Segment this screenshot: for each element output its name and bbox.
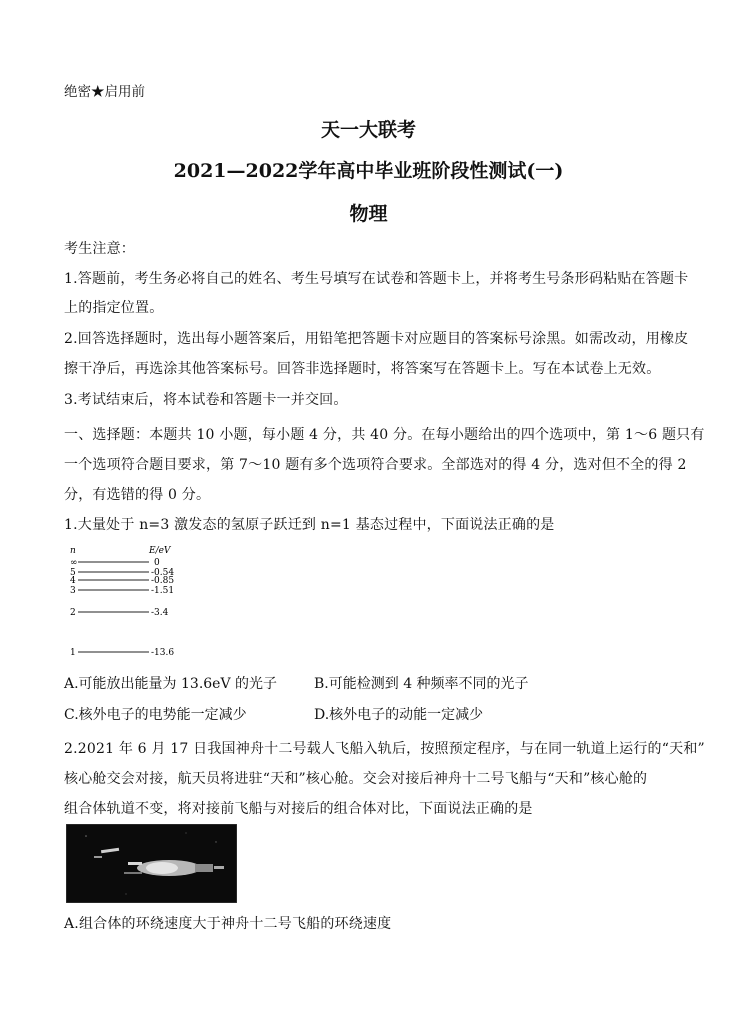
- notice-item-2-line-2: 擦干净后，再选涂其他答案标号。回答非选择题时，将答案写在答题卡上。写在本试卷上无效。: [64, 361, 661, 377]
- notice-item-2-line-1: 2.回答选择题时，选出每小题答案后，用铅笔把答题卡对应题目的答案标号涂黑。如需改动，用橡皮: [64, 331, 689, 347]
- question-2-option-a: A.组合体的环绕速度大于神舟十二号飞船的环绕速度: [64, 916, 392, 932]
- level-energy: -0.54: [151, 568, 175, 578]
- energy-level-diagram: [66, 543, 196, 660]
- diagram-e-header: E/eV: [149, 546, 171, 556]
- section-1-line-3: 分，有选错的得 0 分。: [64, 487, 211, 503]
- level-label-n: 2: [70, 608, 76, 618]
- spacecraft-photo: [66, 824, 237, 903]
- question-1-option-b: B.可能检测到 4 种频率不同的光子: [314, 676, 529, 692]
- level-inf: [70, 558, 160, 568]
- question-2-line-3: 组合体轨道不变，将对接前飞船与对接后的组合体对比，下面说法正确的是: [64, 801, 533, 817]
- question-1-stem: 1.大量处于 n=3 激发态的氢原子跃迁到 n=1 基态过程中，下面说法正确的是: [64, 517, 555, 533]
- level-2: [70, 608, 169, 618]
- notice-item-3: 3.考试结束后，将本试卷和答题卡一并交回。: [64, 392, 348, 408]
- question-1-option-a: A.可能放出能量为 13.6eV 的光子: [64, 676, 278, 692]
- level-energy: 0: [154, 558, 160, 568]
- confidential-label: 绝密★启用前: [64, 84, 145, 100]
- subject-title: 物理: [349, 203, 388, 225]
- question-1-option-c: C.核外电子的电势能一定减少: [64, 707, 247, 723]
- level-label-n: 4: [70, 576, 76, 586]
- section-1-line-1: 一、选择题：本题共 10 小题，每小题 4 分，共 40 分。在每小题给出的四个选项中，第 1～6 题只有: [64, 427, 705, 443]
- level-label-n: 5: [70, 568, 76, 578]
- diagram-n-header: n: [70, 546, 76, 556]
- question-2-line-1: 2.2021 年 6 月 17 日我国神舟十二号载人飞船入轨后，按照预定程序，与在同一轨道上运行的“天和”: [64, 741, 705, 757]
- question-2-line-2: 核心舱交会对接，航天员将进驻“天和”核心舱。交会对接后神舟十二号飞船与“天和”核心舱的: [64, 771, 648, 787]
- level-label-n: 1: [70, 648, 76, 658]
- section-1-line-2: 一个选项符合题目要求，第 7～10 题有多个选项符合要求。全部选对的得 4 分，选对但不全的得 2: [64, 457, 687, 473]
- level-3: [70, 586, 174, 596]
- level-energy: -1.51: [151, 586, 175, 596]
- org-title: 天一大联考: [320, 119, 416, 141]
- level-1: [70, 648, 174, 658]
- notice-heading: 考生注意：: [64, 241, 135, 257]
- level-energy: -3.4: [151, 608, 169, 618]
- level-4: [70, 576, 174, 586]
- level-label-n: 3: [70, 586, 76, 596]
- notice-item-1-line-2: 上的指定位置。: [64, 300, 164, 316]
- level-energy: -0.85: [151, 576, 175, 586]
- question-1-option-d: D.核外电子的动能一定减少: [314, 707, 484, 723]
- notice-item-1-line-1: 1.答题前，考生务必将自己的姓名、考生号填写在试卷和答题卡上，并将考生号条形码粘贴在答题卡: [64, 271, 689, 287]
- level-label-n: ∞: [70, 558, 78, 568]
- exam-title: 2021—2022学年高中毕业班阶段性测试(一): [173, 160, 564, 182]
- level-energy: -13.6: [151, 648, 175, 658]
